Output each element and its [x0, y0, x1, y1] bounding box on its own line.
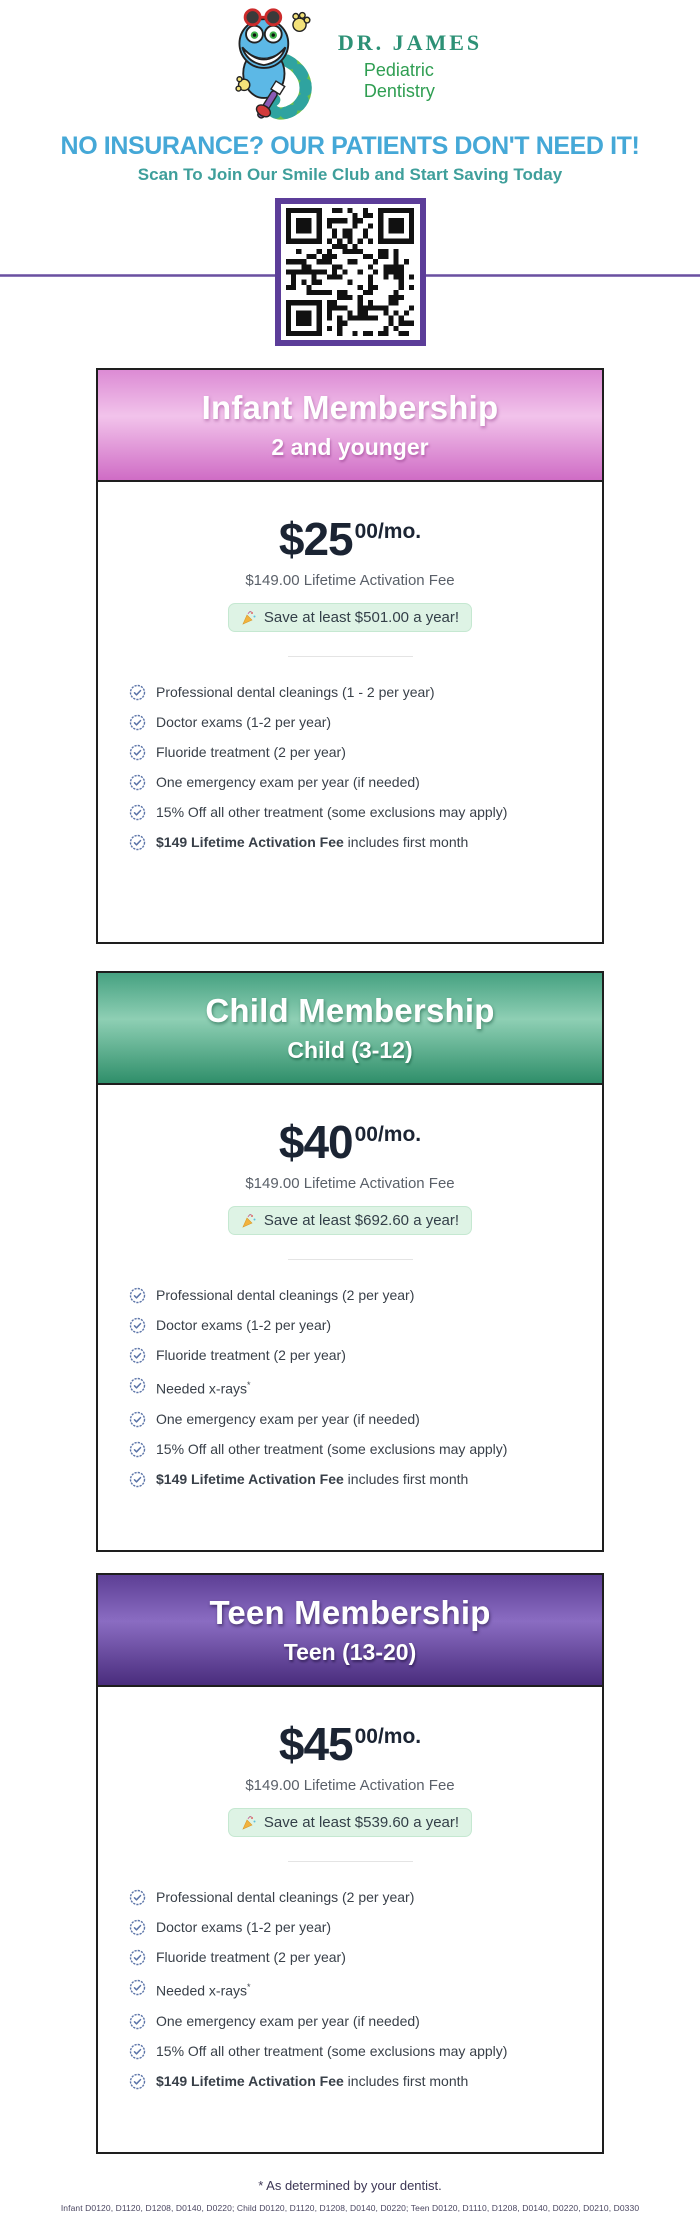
feature-item: [129, 1470, 584, 1489]
brand-name: DR. JAMES: [337, 30, 483, 56]
plan-title: Child Membership: [205, 992, 495, 1029]
feature-item: [129, 1918, 584, 1937]
verified-check-icon: [129, 744, 146, 761]
hero-headline: NO INSURANCE? OUR PATIENTS DON'T NEED IT!: [60, 132, 640, 160]
plan-title: Infant Membership: [201, 389, 499, 426]
feature-list: [98, 683, 602, 852]
gecko-mascot-icon: [218, 6, 336, 128]
feature-text: One emergency exam per year (if needed): [156, 2012, 420, 2029]
feature-item: [129, 1440, 584, 1459]
feature-text: Professional dental cleanings (2 per year): [156, 1287, 415, 1303]
verified-check-icon: [129, 804, 146, 821]
plan-body: [98, 482, 602, 852]
verified-check-icon: [129, 1347, 146, 1364]
savings-text: Save at least $539.60 a year!: [263, 1814, 460, 1831]
plan-card-teen: [96, 1573, 604, 2154]
feature-text: 15% Off all other treatment (some exclusions may apply): [156, 804, 508, 820]
brand-tagline-line1: Pediatric: [363, 60, 434, 81]
feature-item: [129, 713, 584, 732]
procedure-codes: Infant D0120, D1120, D1208, D0140, D0220; Child D0120, D1120, D1208, D0140, D0220; Teen D0120, D1110, D1208, D0140, D0220, D0210, D0330: [60, 2203, 640, 2213]
logo-text: [338, 32, 482, 101]
savings-text: Save at least $501.00 a year!: [263, 609, 460, 626]
feature-item: [129, 2012, 584, 2031]
feature-item: [129, 833, 584, 852]
plan-card-infant: [96, 368, 604, 944]
feature-item: [129, 683, 584, 702]
feature-text: Doctor exams (1-2 per year): [156, 714, 332, 730]
feature-item: [129, 773, 584, 792]
feature-text: Needed x-rays*: [156, 1982, 251, 1999]
activation-fee: $149.00 Lifetime Activation Fee: [245, 1175, 455, 1192]
verified-check-icon: [129, 2073, 146, 2090]
verified-check-icon: [129, 1889, 146, 1906]
plan-price-cents: 00/mo.: [354, 520, 422, 543]
party-popper-icon: [241, 610, 257, 626]
plan-body: [98, 1085, 602, 1489]
verified-check-icon: [129, 1471, 146, 1488]
qr-code: [275, 198, 426, 346]
section-divider: [288, 1259, 413, 1260]
verified-check-icon: [129, 1441, 146, 1458]
verified-check-icon: [129, 2043, 146, 2060]
verified-check-icon: [129, 714, 146, 731]
plan-price-cents: 00/mo.: [354, 1725, 422, 1748]
activation-fee: $149.00 Lifetime Activation Fee: [245, 1777, 455, 1794]
feature-item: [129, 1316, 584, 1335]
verified-check-icon: [129, 1949, 146, 1966]
feature-text: $149 Lifetime Activation Fee includes first month: [156, 2072, 469, 2089]
feature-item: [129, 1376, 584, 1399]
feature-item: [129, 1346, 584, 1365]
brand-tagline-line2: Dentistry: [363, 81, 435, 101]
plan-header: [98, 1575, 602, 1687]
plan-body: [98, 1687, 602, 2091]
feature-item: [129, 2072, 584, 2091]
plan-card-child: [96, 971, 604, 1552]
party-popper-icon: [241, 1815, 257, 1831]
logo: [0, 0, 700, 130]
feature-text: Fluoride treatment (2 per year): [156, 744, 346, 760]
savings-badge: [228, 603, 472, 632]
verified-check-icon: [129, 1411, 146, 1428]
feature-text: One emergency exam per year (if needed): [156, 1410, 420, 1427]
plan-header: [98, 973, 602, 1085]
feature-text: Fluoride treatment (2 per year): [156, 1949, 346, 1965]
plan-price-cents: 00/mo.: [354, 1123, 422, 1146]
section-divider: [288, 656, 413, 657]
verified-check-icon: [129, 1919, 146, 1936]
feature-text: 15% Off all other treatment (some exclusions may apply): [156, 2042, 508, 2059]
activation-fee: $149.00 Lifetime Activation Fee: [245, 572, 455, 589]
feature-item: [129, 803, 584, 822]
dentist-disclaimer: * As determined by your dentist.: [258, 2178, 442, 2193]
savings-text: Save at least $692.60 a year!: [263, 1212, 460, 1229]
feature-list: [98, 1888, 602, 2091]
feature-text: One emergency exam per year (if needed): [156, 774, 420, 790]
plan-title: Teen Membership: [209, 1594, 491, 1631]
section-divider: [288, 1861, 413, 1862]
savings-badge: [228, 1808, 472, 1837]
feature-text: Fluoride treatment (2 per year): [156, 1347, 346, 1363]
feature-item: [129, 743, 584, 762]
feature-item: [129, 2042, 584, 2061]
verified-check-icon: [129, 2013, 146, 2030]
feature-text: Needed x-rays*: [156, 1380, 251, 1397]
feature-item: [129, 1888, 584, 1907]
party-popper-icon: [241, 1213, 257, 1229]
feature-text: Professional dental cleanings (1 - 2 per year): [156, 684, 435, 700]
brand-tagline: [338, 60, 482, 101]
plan-age-range: Teen (13-20): [283, 1639, 417, 1665]
verified-check-icon: [129, 684, 146, 701]
feature-text: $149 Lifetime Activation Fee includes first month: [156, 834, 469, 850]
plan-price: $\$25^{00/mo.}$: [278, 513, 422, 565]
feature-item: [129, 1948, 584, 1967]
feature-text: 15% Off all other treatment (some exclusions may apply): [156, 1440, 508, 1457]
plan-price: $\$40^{00/mo.}$: [278, 1116, 422, 1168]
feature-item: [129, 1978, 584, 2001]
feature-text: Professional dental cleanings (2 per year): [156, 1889, 415, 1905]
plan-age-range: Child (3-12): [287, 1037, 413, 1063]
plan-price: $\$45^{00/mo.}$: [278, 1718, 422, 1770]
verified-check-icon: [129, 1317, 146, 1334]
verified-check-icon: [129, 1979, 146, 1996]
hero-subheadline: Scan To Join Our Smile Club and Start Saving Today: [137, 165, 563, 184]
feature-text: $149 Lifetime Activation Fee includes first month: [156, 1470, 469, 1487]
verified-check-icon: [129, 1287, 146, 1304]
feature-list: [98, 1286, 602, 1489]
feature-text: Doctor exams (1-2 per year): [156, 1317, 332, 1333]
verified-check-icon: [129, 1377, 146, 1394]
qr-band: [0, 198, 700, 360]
feature-item: [129, 1286, 584, 1305]
verified-check-icon: [129, 834, 146, 851]
verified-check-icon: [129, 774, 146, 791]
plan-age-range: 2 and younger: [271, 434, 429, 460]
plan-header: [98, 370, 602, 482]
savings-badge: [228, 1206, 472, 1235]
feature-item: [129, 1410, 584, 1429]
feature-text: Doctor exams (1-2 per year): [156, 1919, 332, 1935]
